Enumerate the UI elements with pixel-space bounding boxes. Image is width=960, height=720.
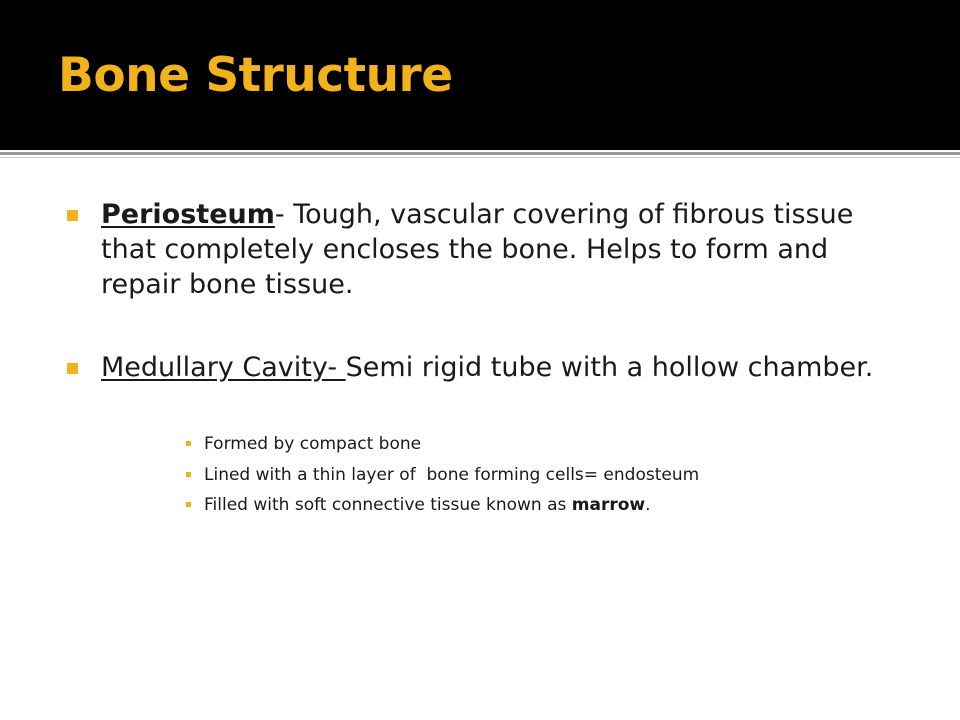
bullet-text <box>101 197 887 302</box>
square-bullet-icon <box>67 363 78 374</box>
sub-bullet-text: Lined with a thin layer of bone forming cells= endosteum <box>204 465 700 485</box>
small-square-bullet-icon <box>186 441 191 446</box>
bullet-periosteum <box>67 197 887 302</box>
small-square-bullet-icon <box>186 502 191 507</box>
title-divider <box>0 152 960 155</box>
bullet-text <box>101 350 887 385</box>
marrow-term: marrow <box>571 495 646 515</box>
sub-bullet <box>186 465 886 485</box>
sub-bullet-text <box>204 495 886 515</box>
slide-title: Bone Structure <box>58 48 453 103</box>
sub-bullet <box>186 434 886 454</box>
sub-bullet-text-pre: Filled with soft connective tissue known as <box>204 495 572 515</box>
title-divider-thin <box>0 157 960 158</box>
title-bar <box>0 0 960 150</box>
sub-bullet-text-post: . <box>645 495 651 515</box>
bullet-description: - Tough, vascular covering of fibrous tissue that completely encloses the bone. Helps to form and repair bone tissue. <box>101 199 854 300</box>
small-square-bullet-icon <box>186 472 191 477</box>
square-bullet-icon <box>67 210 78 221</box>
bullet-term: Medullary Cavity- <box>101 352 346 383</box>
bullet-medullary-cavity <box>67 350 887 385</box>
sub-bullet <box>186 495 886 515</box>
bullet-term: Periosteum <box>101 199 275 230</box>
bullet-description: Semi rigid tube with a hollow chamber. <box>345 352 874 383</box>
sub-bullet-text: Formed by compact bone <box>204 434 422 454</box>
